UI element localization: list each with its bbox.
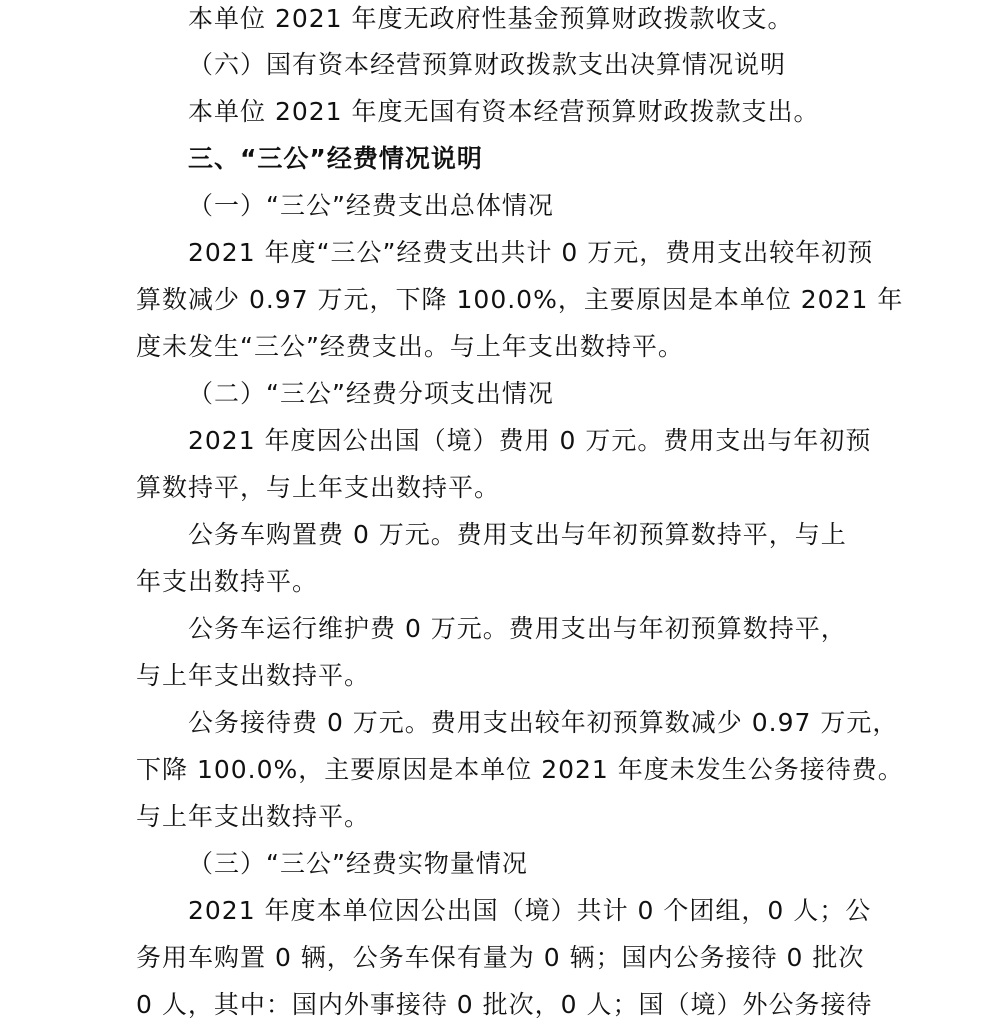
body-line: 2021 年度“三公”经费支出共计 0 万元，费用支出较年初预 — [188, 238, 874, 267]
body-line: 公务接待费 0 万元。费用支出较年初预算数减少 0.97 万元， — [188, 708, 899, 737]
section-heading: 三、“三公”经费情况说明 — [188, 144, 483, 173]
body-line: 公务车运行维护费 0 万元。费用支出与年初预算数持平， — [188, 614, 847, 643]
body-line: 年支出数持平。 — [136, 567, 319, 596]
body-line: 本单位 2021 年度无政府性基金预算财政拨款收支。 — [188, 4, 794, 33]
body-line: 2021 年度因公出国（境）费用 0 万元。费用支出与年初预 — [188, 426, 872, 455]
body-line: 0 人，其中：国内外事接待 0 批次，0 人；国（境）外公务接待 — [136, 990, 873, 1019]
subsection-heading: （六）国有资本经营预算财政拨款支出决算情况说明 — [188, 50, 787, 79]
body-line: 下降 100.0%，主要原因是本单位 2021 年度未发生公务接待费。 — [136, 755, 904, 784]
body-line: 度未发生“三公”经费支出。与上年支出数持平。 — [136, 332, 684, 361]
body-line: 务用车购置 0 辆，公务车保有量为 0 辆；国内公务接待 0 批次 — [136, 943, 865, 972]
body-line: 算数持平，与上年支出数持平。 — [136, 473, 501, 502]
body-line: 与上年支出数持平。 — [136, 661, 371, 690]
body-line: 本单位 2021 年度无国有资本经营预算财政拨款支出。 — [188, 97, 820, 126]
body-line: 公务车购置费 0 万元。费用支出与年初预算数持平，与上 — [188, 520, 847, 549]
subsection-heading: （一）“三公”经费支出总体情况 — [188, 191, 554, 220]
body-line: 与上年支出数持平。 — [136, 802, 371, 831]
body-line: 算数减少 0.97 万元，下降 100.0%，主要原因是本单位 2021 年 — [136, 285, 904, 314]
subsection-heading: （二）“三公”经费分项支出情况 — [188, 379, 554, 408]
body-line: 2021 年度本单位因公出国（境）共计 0 个团组，0 人；公 — [188, 896, 872, 925]
subsection-heading: （三）“三公”经费实物量情况 — [188, 849, 528, 878]
